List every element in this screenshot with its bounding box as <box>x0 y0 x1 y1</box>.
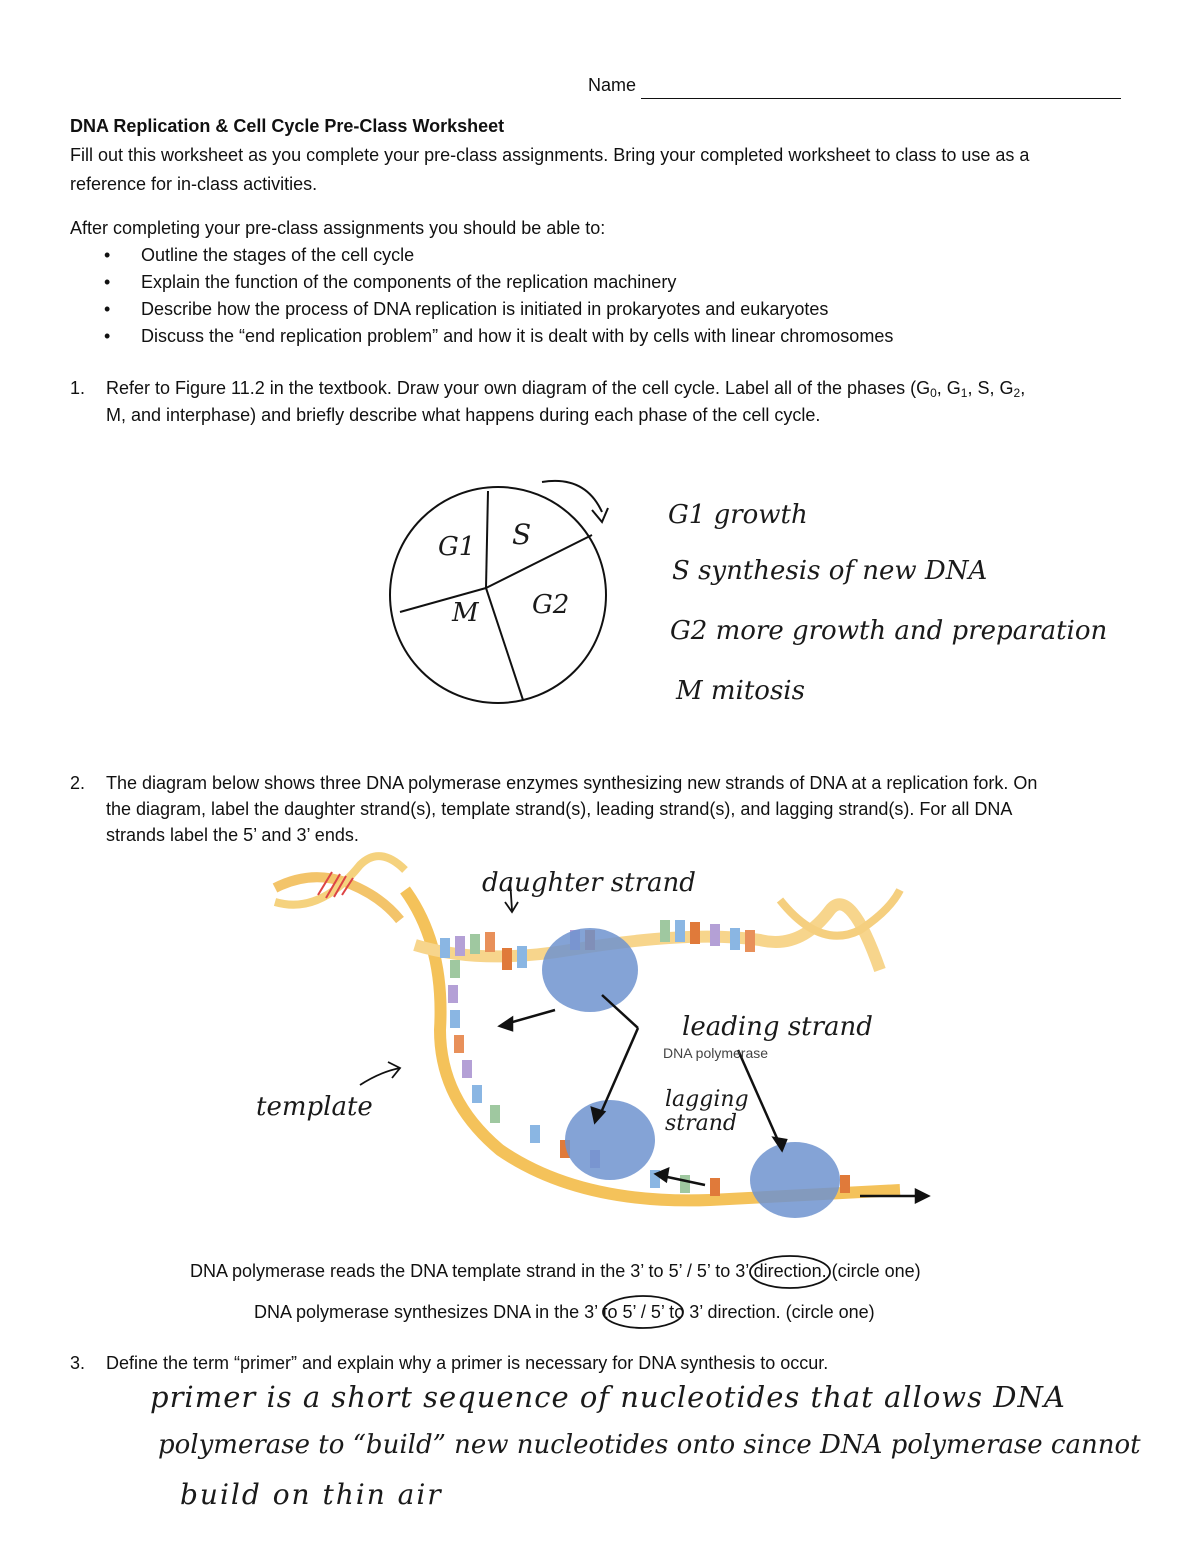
cycle-label-g1: G1 <box>438 532 476 562</box>
cell-cycle-diagram <box>380 460 640 720</box>
answer3-line-3: build on thin air <box>180 1478 443 1511</box>
replication-fork-diagram <box>240 850 940 1240</box>
cycle-divider <box>486 535 592 588</box>
cycle-note-g1: G1 growth <box>668 500 808 530</box>
arrowhead <box>500 1018 512 1030</box>
cycle-circle <box>390 487 606 703</box>
dna-polymerase-enzyme <box>565 1100 655 1180</box>
name-field <box>588 72 1121 99</box>
q2-number: 2. <box>70 773 86 793</box>
reads-direction-question: DNA polymerase reads the DNA template strand in the 3’ to 5’ / 5’ to 3’ direction. (circle one) <box>190 1261 921 1281</box>
dna-polymerase-label: DNA polymerase <box>663 1045 769 1061</box>
cycle-note-s: S synthesis of new DNA <box>672 556 988 586</box>
arrowhead <box>916 1190 928 1202</box>
q2-line-2: the diagram, label the daughter strand(s), template strand(s), leading strand(s), and lagging strand(s). For all DNA <box>106 799 1013 819</box>
answer3-line-1: primer is a short sequence of nucleotides that allows DNA <box>150 1380 1066 1414</box>
name-label: Name <box>588 75 637 95</box>
q2-line-1: The diagram below shows three DNA polymerase enzymes synthesizing new strands of DNA at a replication fork. On <box>106 773 1038 793</box>
hand-label-daughter: daughter strand <box>482 868 696 898</box>
hand-label-template: template <box>256 1092 373 1122</box>
q3-number: 3. <box>70 1353 86 1373</box>
q1-line-1: Refer to Figure 11.2 in the textbook. Draw your own diagram of the cell cycle. Label all of the phases ($G_0$, $G_1$, S, $G_2$, <box>106 378 1026 400</box>
q2-line-3: strands label the 5’ and 3’ ends. <box>106 825 359 845</box>
cycle-note-g2: G2 more growth and preparation <box>670 616 1108 646</box>
intro-line-2: reference for in-class activities. <box>70 174 318 194</box>
template-strand-upper <box>415 904 880 970</box>
cycle-note-m: M mitosis <box>676 676 805 706</box>
answer3-line-2: polymerase to “build” new nucleotides onto since DNA polymerase cannot <box>158 1430 1141 1460</box>
hand-label-lagging: lagging strand <box>665 1087 749 1136</box>
cycle-label-g2: G2 <box>532 590 570 620</box>
name-line[interactable] <box>641 78 1121 99</box>
intro-line-1: Fill out this worksheet as you complete your pre-class assignments. Bring your completed worksheet to class to use as a <box>70 145 1030 165</box>
q1-number: 1. <box>70 378 86 398</box>
hand-arrow <box>360 1062 400 1085</box>
objective-item: • Outline the stages of the cell cycle <box>141 242 893 269</box>
synth-direction-question: DNA polymerase synthesizes DNA in the 3’ to 5’ / 5’ to 3’ direction. (circle one) <box>254 1302 875 1322</box>
objective-item: • Describe how the process of DNA replication is initiated in prokaryotes and eukaryotes <box>141 296 893 323</box>
parental-strand <box>780 890 900 936</box>
dna-polymerase-enzyme <box>750 1142 840 1218</box>
answer-circle <box>598 1292 688 1332</box>
cycle-label-s: S <box>512 518 532 551</box>
q3-text: Define the term “primer” and explain why a primer is necessary for DNA synthesis to occur. <box>106 1353 829 1373</box>
hand-label-leading: leading strand <box>682 1012 873 1042</box>
cycle-divider <box>486 588 523 700</box>
cycle-arrow <box>542 481 602 512</box>
objective-item: • Discuss the “end replication problem” and how it is dealt with by cells with linear chromosomes <box>141 323 893 350</box>
q1-line-2: M, and interphase) and briefly describe what happens during each phase of the cell cycle. <box>106 405 821 425</box>
worksheet-title: DNA Replication & Cell Cycle Pre-Class Worksheet <box>70 116 505 136</box>
objectives-intro: After completing your pre-class assignments you should be able to: <box>70 218 606 238</box>
cycle-label-m: M <box>452 598 479 628</box>
dna-polymerase-enzyme <box>542 928 638 1012</box>
answer-circle <box>745 1252 835 1292</box>
objectives-list <box>141 242 893 350</box>
cycle-divider <box>486 491 488 588</box>
objective-item: • Explain the function of the components of the replication machinery <box>141 269 893 296</box>
